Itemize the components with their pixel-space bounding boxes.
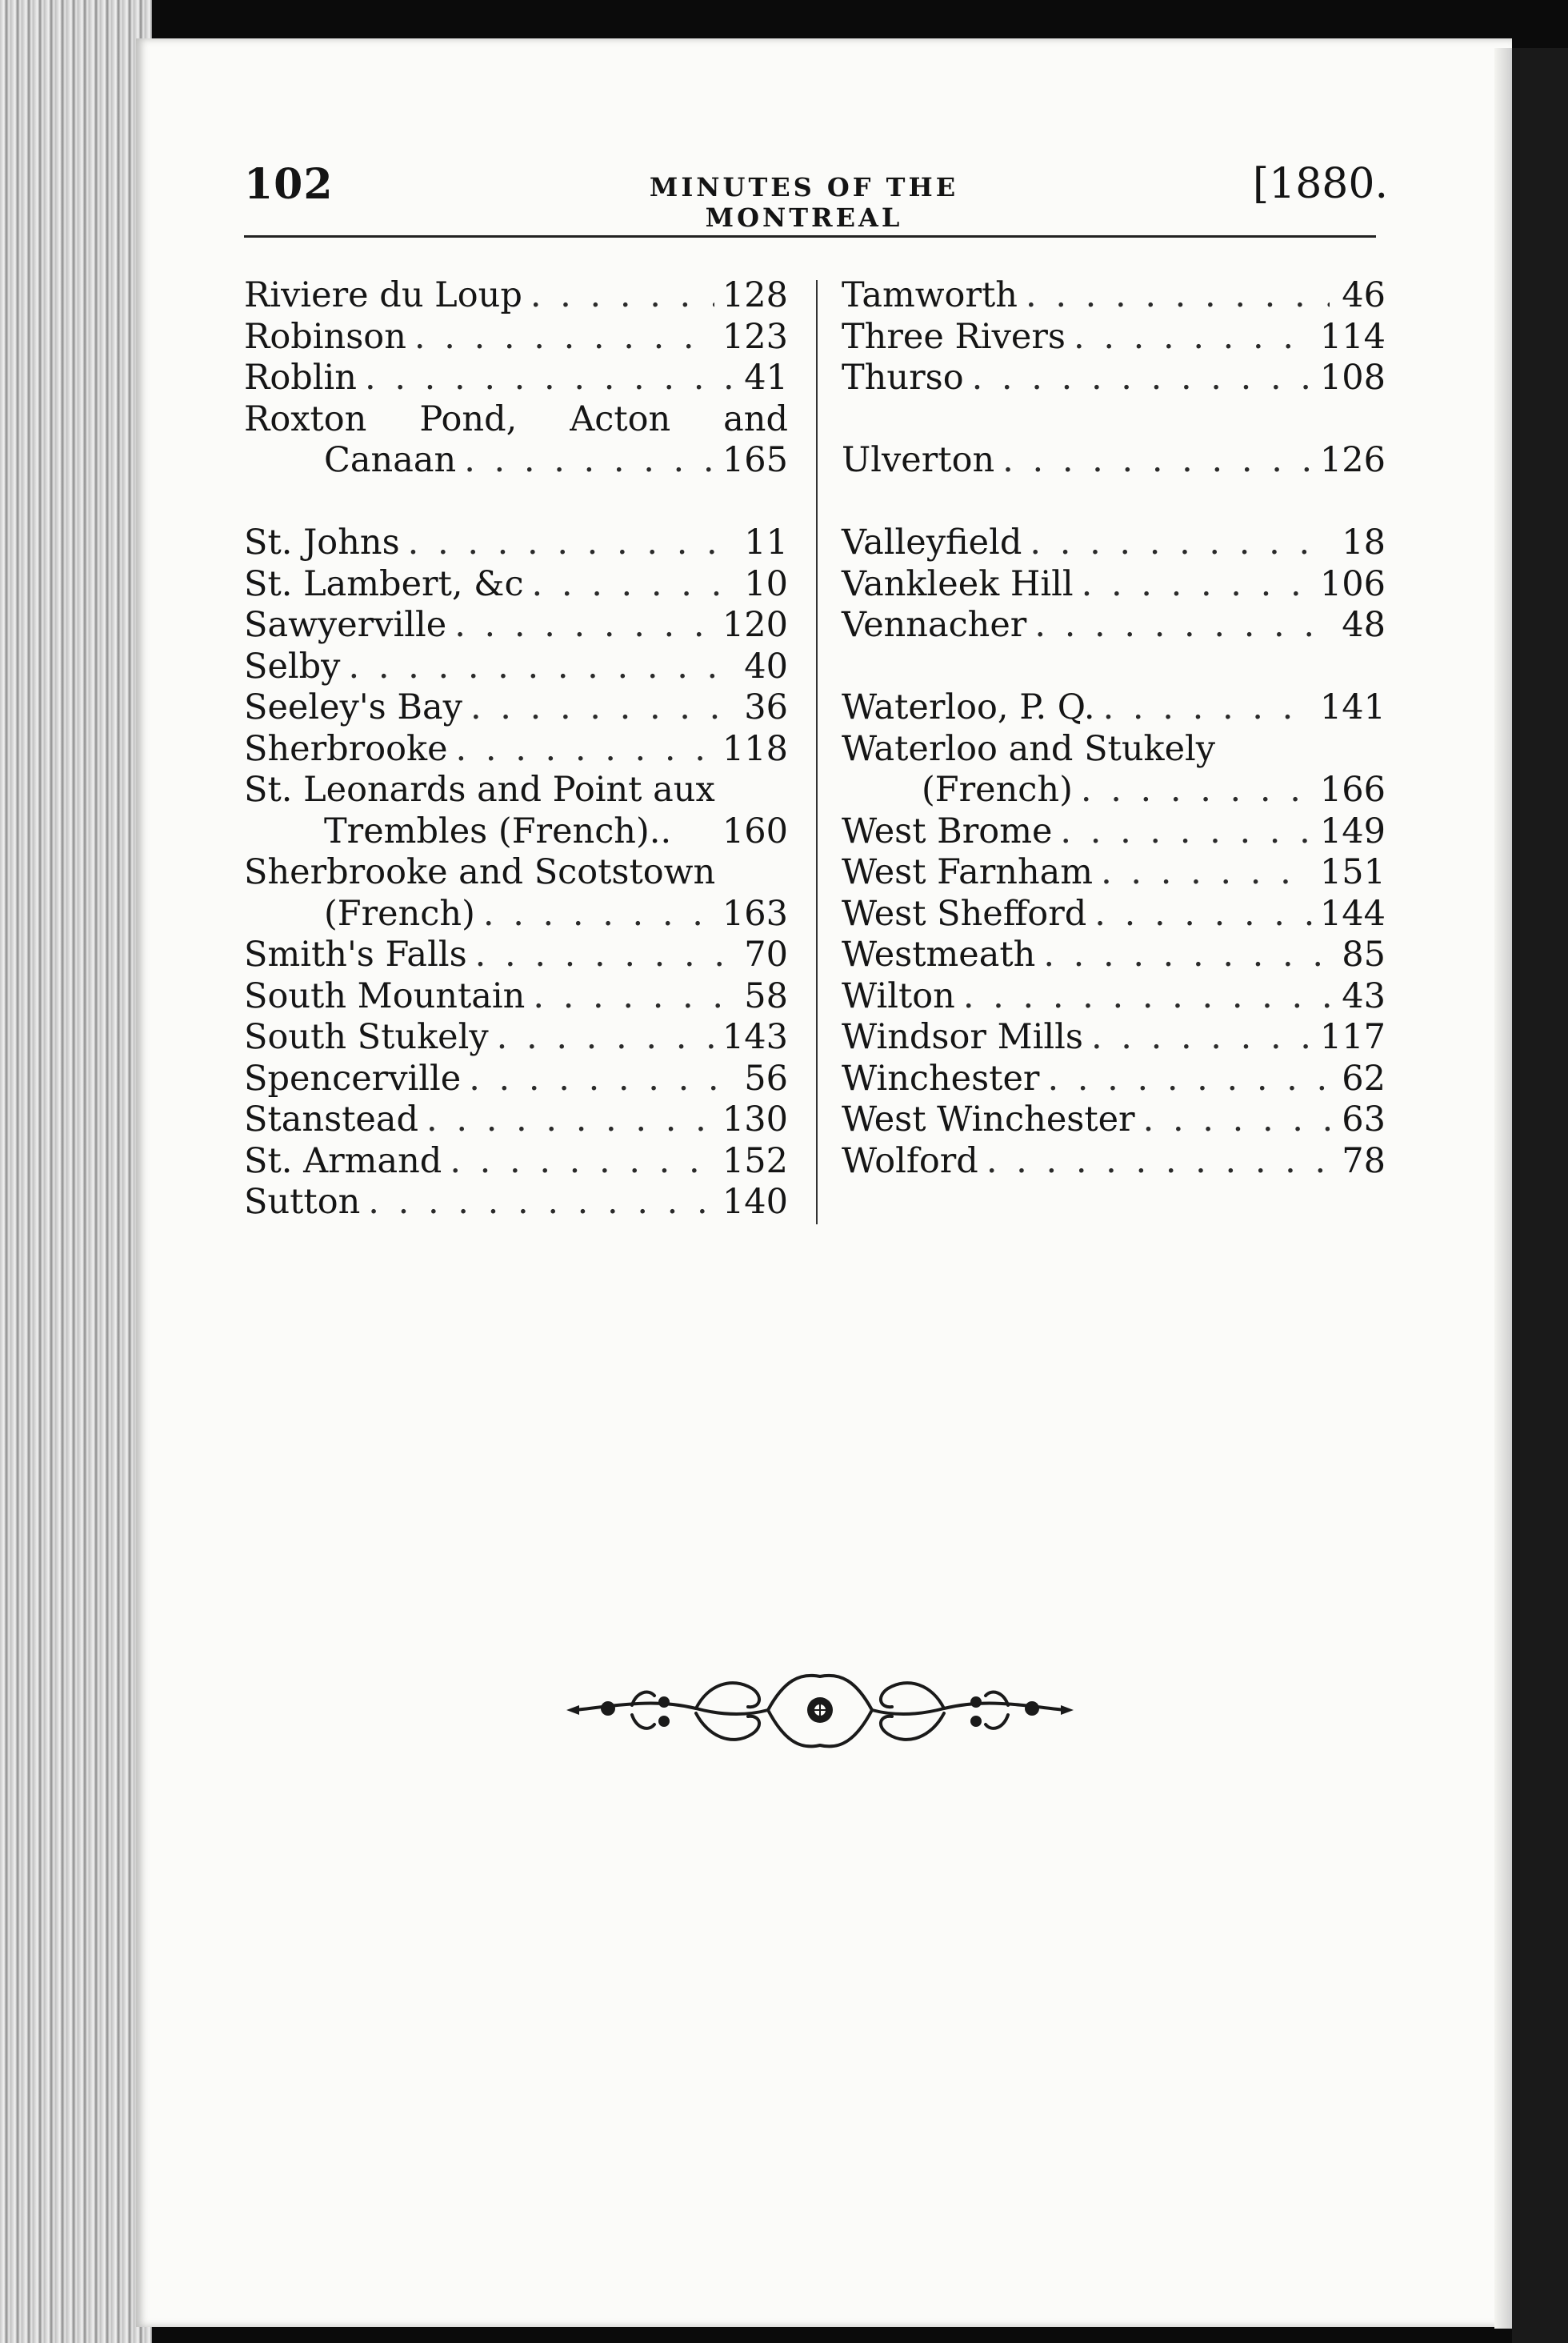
index-entry: Spencerville . . . 56 (244, 1059, 788, 1100)
floral-ornament-icon (560, 1660, 1080, 1764)
year-marker: [1880. (1252, 160, 1388, 208)
index-entry: Three Rivers . . . 114 (842, 317, 1386, 358)
index-entry: West Winchester . . . 63 (842, 1099, 1386, 1141)
index-entry: Sherbrooke . . . 118 (244, 729, 788, 771)
index-entry: Thurso . . . 108 (842, 358, 1386, 399)
index-entry: Tamworth . . . 46 (842, 275, 1386, 317)
index-entry-continuation: Trembles (French).. 160 (324, 811, 788, 851)
index-entry: Waterloo and Stukely (842, 728, 1216, 769)
index-entry: Westmeath . . . 85 (842, 935, 1386, 976)
index-entry: Winchester . . . 62 (842, 1059, 1386, 1100)
index-entry: Wilton . . . 43 (842, 976, 1386, 1018)
column-divider (816, 280, 818, 1224)
index-entry: West Shefford . . . 144 (842, 894, 1386, 935)
page-number: 102 (244, 160, 334, 209)
index-entry: Seeley's Bay . . . 36 (244, 687, 788, 729)
index-entry: Roxton Pond, Acton and (244, 399, 788, 439)
index-entry: Valleyfield . . . 18 (842, 523, 1386, 564)
index-entry: Roblin . . . 41 (244, 358, 788, 399)
index-entry: Vennacher . . . 48 (842, 605, 1386, 647)
index-entry: Windsor Mills . . . 117 (842, 1017, 1386, 1059)
page-header (244, 152, 1388, 233)
index-entry: West Farnham . . . 151 (842, 852, 1386, 894)
index-entry: St. Johns . . . 11 (244, 523, 788, 564)
section-gap (842, 647, 1386, 688)
index-entry: St. Armand . . . 152 (244, 1141, 788, 1183)
index-entry: Ulverton . . . 126 (842, 440, 1386, 482)
index-entry: Robinson . . . 123 (244, 317, 788, 358)
index-entry: Riviere du Loup . . . 128 (244, 275, 788, 317)
index-entry: Sutton . . . 140 (244, 1182, 788, 1224)
index-entry: Sawyerville . . . 120 (244, 605, 788, 647)
index-entry: Vankleek Hill . . . 106 (842, 564, 1386, 606)
running-head: MINUTES OF THE MONTREAL (649, 172, 959, 233)
left-column (244, 275, 788, 1224)
page-right-edge (1494, 48, 1512, 2329)
index-entry: St. Lambert, &c . . . 10 (244, 564, 788, 606)
index-entry: Waterloo, P. Q. . . . 141 (842, 687, 1386, 729)
right-column (842, 275, 1386, 1182)
index-entry: Sherbrooke and Scotstown (244, 852, 716, 892)
section-gap (842, 399, 1386, 441)
index-entry-continuation: Canaan . . . 165 (244, 440, 788, 482)
index-entry: West Brome . . . 149 (842, 811, 1386, 853)
header-rule (244, 235, 1376, 238)
index-entry-continuation: (French) . . . 163 (244, 894, 788, 935)
section-gap (244, 482, 788, 523)
index-entry: South Stukely . . . 143 (244, 1017, 788, 1059)
index-entry: South Mountain . . . 58 (244, 976, 788, 1018)
index-entry: Smith's Falls . . . 70 (244, 935, 788, 976)
index-entry: Wolford . . . 78 (842, 1141, 1386, 1183)
section-gap (842, 482, 1386, 523)
book-page-edges (0, 0, 152, 2343)
index-entry: Selby . . . 40 (244, 647, 788, 688)
book-cover-edge (1512, 48, 1568, 2343)
index-entry: Stanstead . . . 130 (244, 1099, 788, 1141)
index-entry: St. Leonards and Point aux (244, 770, 715, 810)
index-entry-continuation: (French) . . . 166 (842, 770, 1386, 811)
